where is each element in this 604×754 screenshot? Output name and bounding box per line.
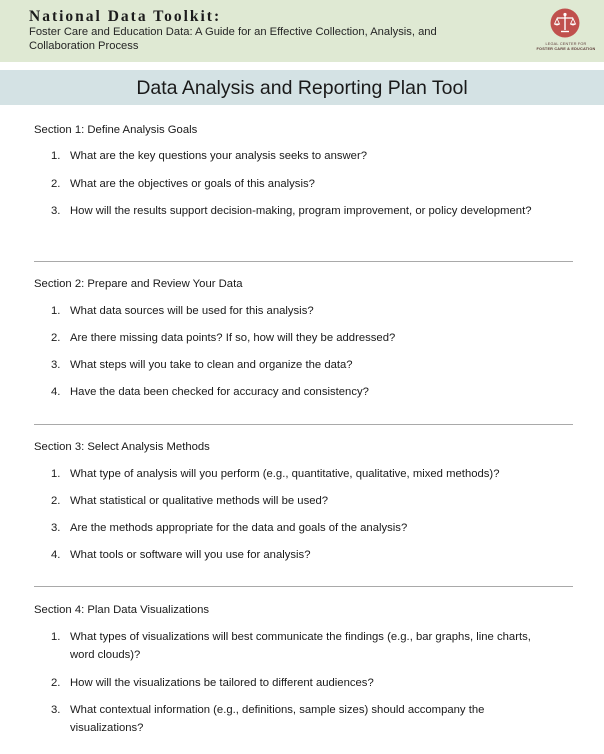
toolkit-title: National Data Toolkit:	[29, 8, 222, 25]
item-number: 4.	[51, 549, 61, 561]
item-number: 3.	[51, 205, 61, 217]
section-divider	[34, 586, 573, 587]
item-number: 1.	[51, 150, 61, 162]
item-number: 2.	[51, 495, 61, 507]
item-text: Are there missing data points? If so, how will they be addressed?	[70, 332, 396, 344]
item-text: What steps will you take to clean and organize the data?	[70, 359, 353, 371]
item-number: 3.	[51, 359, 61, 371]
item-text: What data sources will be used for this analysis?	[70, 305, 314, 317]
item-text: What statistical or qualitative methods will be used?	[70, 495, 329, 507]
item-number: 2.	[51, 178, 61, 190]
item-text: How will the results support decision-making, program improvement, or policy development?	[70, 205, 532, 217]
item-number: 2.	[51, 677, 61, 689]
section-title: Section 2: Prepare and Review Your Data	[34, 278, 243, 290]
item-text: What type of analysis will you perform (e.g., quantitative, qualitative, mixed methods)?	[70, 468, 500, 480]
logo-line-1: LEGAL CENTER FOR	[545, 42, 587, 46]
section-4	[34, 603, 574, 734]
item-text: How will the visualizations be tailored to different audiences?	[70, 677, 374, 689]
section-title: Section 4: Plan Data Visualizations	[34, 604, 209, 616]
item-number: 3.	[51, 704, 61, 716]
item-text: What are the key questions your analysis seeks to answer?	[70, 150, 368, 162]
page-title: Data Analysis and Reporting Plan Tool	[136, 77, 468, 99]
document-header	[0, 0, 604, 62]
section-3	[34, 440, 574, 561]
section-2	[34, 277, 574, 398]
section-1	[34, 123, 574, 217]
item-text: What tools or software will you use for analysis?	[70, 549, 311, 561]
item-number: 1.	[51, 468, 61, 480]
section-title: Section 1: Define Analysis Goals	[34, 124, 198, 136]
logo-line-2: FOSTER CARE & EDUCATION	[536, 46, 596, 51]
item-number: 1.	[51, 631, 61, 643]
section-divider	[34, 261, 573, 262]
item-number: 1.	[51, 305, 61, 317]
logo-wordmark	[528, 42, 604, 51]
item-text: Have the data been checked for accuracy and consistency?	[70, 386, 369, 398]
item-number: 3.	[51, 522, 61, 534]
item-number: 2.	[51, 332, 61, 344]
toolkit-subtitle: Foster Care and Education Data: A Guide for an Effective Collection, Analysis, and Collaboration Process	[29, 26, 437, 52]
item-text: What contextual information (e.g., definitions, sample sizes) should accompany the visualizations?	[70, 704, 485, 734]
item-text: What are the objectives or goals of this analysis?	[70, 178, 315, 190]
section-divider	[34, 424, 573, 425]
scales-of-justice-icon	[550, 8, 580, 38]
section-title: Section 3: Select Analysis Methods	[34, 441, 210, 453]
legal-center-logo	[528, 6, 604, 58]
item-text: Are the methods appropriate for the data and goals of the analysis?	[70, 522, 408, 534]
item-number: 4.	[51, 386, 61, 398]
item-text: What types of visualizations will best communicate the findings (e.g., bar graphs, line charts, word clouds)?	[70, 631, 531, 661]
title-banner	[0, 70, 604, 105]
